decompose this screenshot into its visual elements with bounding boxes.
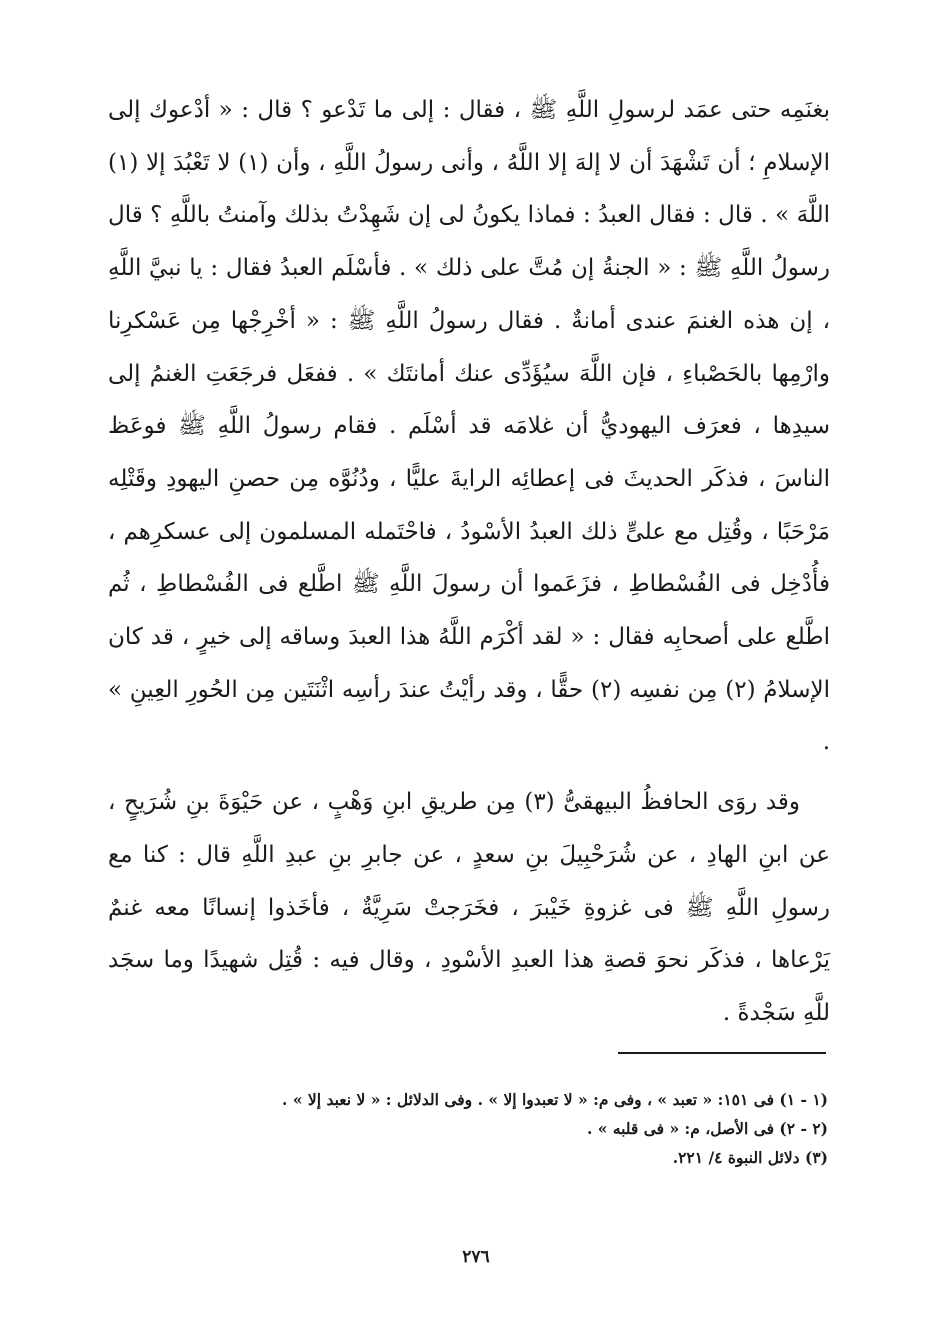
footnote-3: (٣) دلائل النبوة ٤/ ٢٢١. — [672, 1148, 828, 1167]
main-text — [108, 84, 830, 1040]
paragraph-2: وقد روَى الحافظُ البيهقىُّ (٣) مِن طريقِ ابنِ وَهْبٍ ، عن حَيْوَةَ بنِ شُرَيحٍ ، عن ابنِ الهادِ ، عن شُرَحْبِيلَ بنِ سعدٍ ، عن جابرِ بنِ عبدِ اللَّهِ قال : كنا مع رسولِ اللَّهِ ﷺ فى غزوةِ خَيْبرَ ، فخَرَجتْ سَرِيَّةٌ ، فأخَذوا إنسانًا معه غنمٌ يَرْعاها ، فذكَر نحوَ قصةِ هذا العبدِ الأسْودِ ، وقال فيه : قُتِل شهيدًا وما سجَد للَّهِ سَجْدةً . — [108, 789, 830, 1026]
footnote-1: (١ - ١) فى ١٥١: « تعبد » ، وفى م: « لا تعبدوا إلا » . وفى الدلائل : « لا نعبد إلا » . — [282, 1090, 828, 1109]
page-number: ٢٧٦ — [462, 1247, 490, 1267]
footnote-2: (٢ - ٢) فى الأصل، م: « فى قلبه » . — [586, 1119, 828, 1138]
paragraph-1: بغنَمِه حتى عمَد لرسولِ اللَّهِ ﷺ ، فقال : إلى ما تَدْعو ؟ قال : « أدْعوك إلى الإسلامِ ؛ أن تَشْهَدَ أن لا إلهَ إلا اللَّهُ ، وأنى رسولُ اللَّهِ ، وأن (١) لا تَعْبُدَ إلا (١) اللَّهَ » . قال : فقال العبدُ : فماذا يكونُ لى إن شَهِدْتُ بذلك وآمنتُ باللَّهِ ؟ قال رسولُ اللَّهِ ﷺ : « الجنةُ إن مُتَّ على ذلك » . فأسْلَم العبدُ فقال : يا نبيَّ اللَّهِ ، إن هذه الغنمَ عندى أمانةٌ . فقال رسولُ اللَّهِ ﷺ : « أخْرِجْها مِن عَسْكرِنا وارْمِها بالحَصْباءِ ، فإن اللَّهَ سيُؤَدِّى عنك أمانتَك » . ففعَل فرجَعَتِ الغنمُ إلى سيدِها ، فعرَف اليهوديُّ أن غلامَه قد أسْلَم . فقام رسولُ اللَّهِ ﷺ فوعَظ الناسَ ، فذكَر الحديثَ فى إعطائِه الرايةَ عليًّا ، ودُنُوَّه مِن حصنِ اليهودِ وقَتْلِه مَرْحَبًا ، وقُتِل مع علىٍّ ذلك العبدُ الأسْودُ ، فاحْتَمله المسلمون إلى عسكرِهم ، فأُدْخِل فى الفُسْطاطِ ، فزَعَموا أن رسولَ اللَّهِ ﷺ اطَّلع فى الفُسْطاطِ ، ثُم اطَّلع على أصحابِه فقال : « لقد أكْرَم اللَّهُ هذا العبدَ وساقه إلى خيرٍ ، قد كان الإسلامُ (٢) مِن نفسِه (٢) حقًّا ، وقد رأيْتُ عندَ رأسِه اثْنَتَين مِن الحُورِ العِينِ » . — [108, 97, 831, 756]
footnote-separator — [618, 1052, 826, 1054]
footnotes — [160, 1085, 828, 1172]
